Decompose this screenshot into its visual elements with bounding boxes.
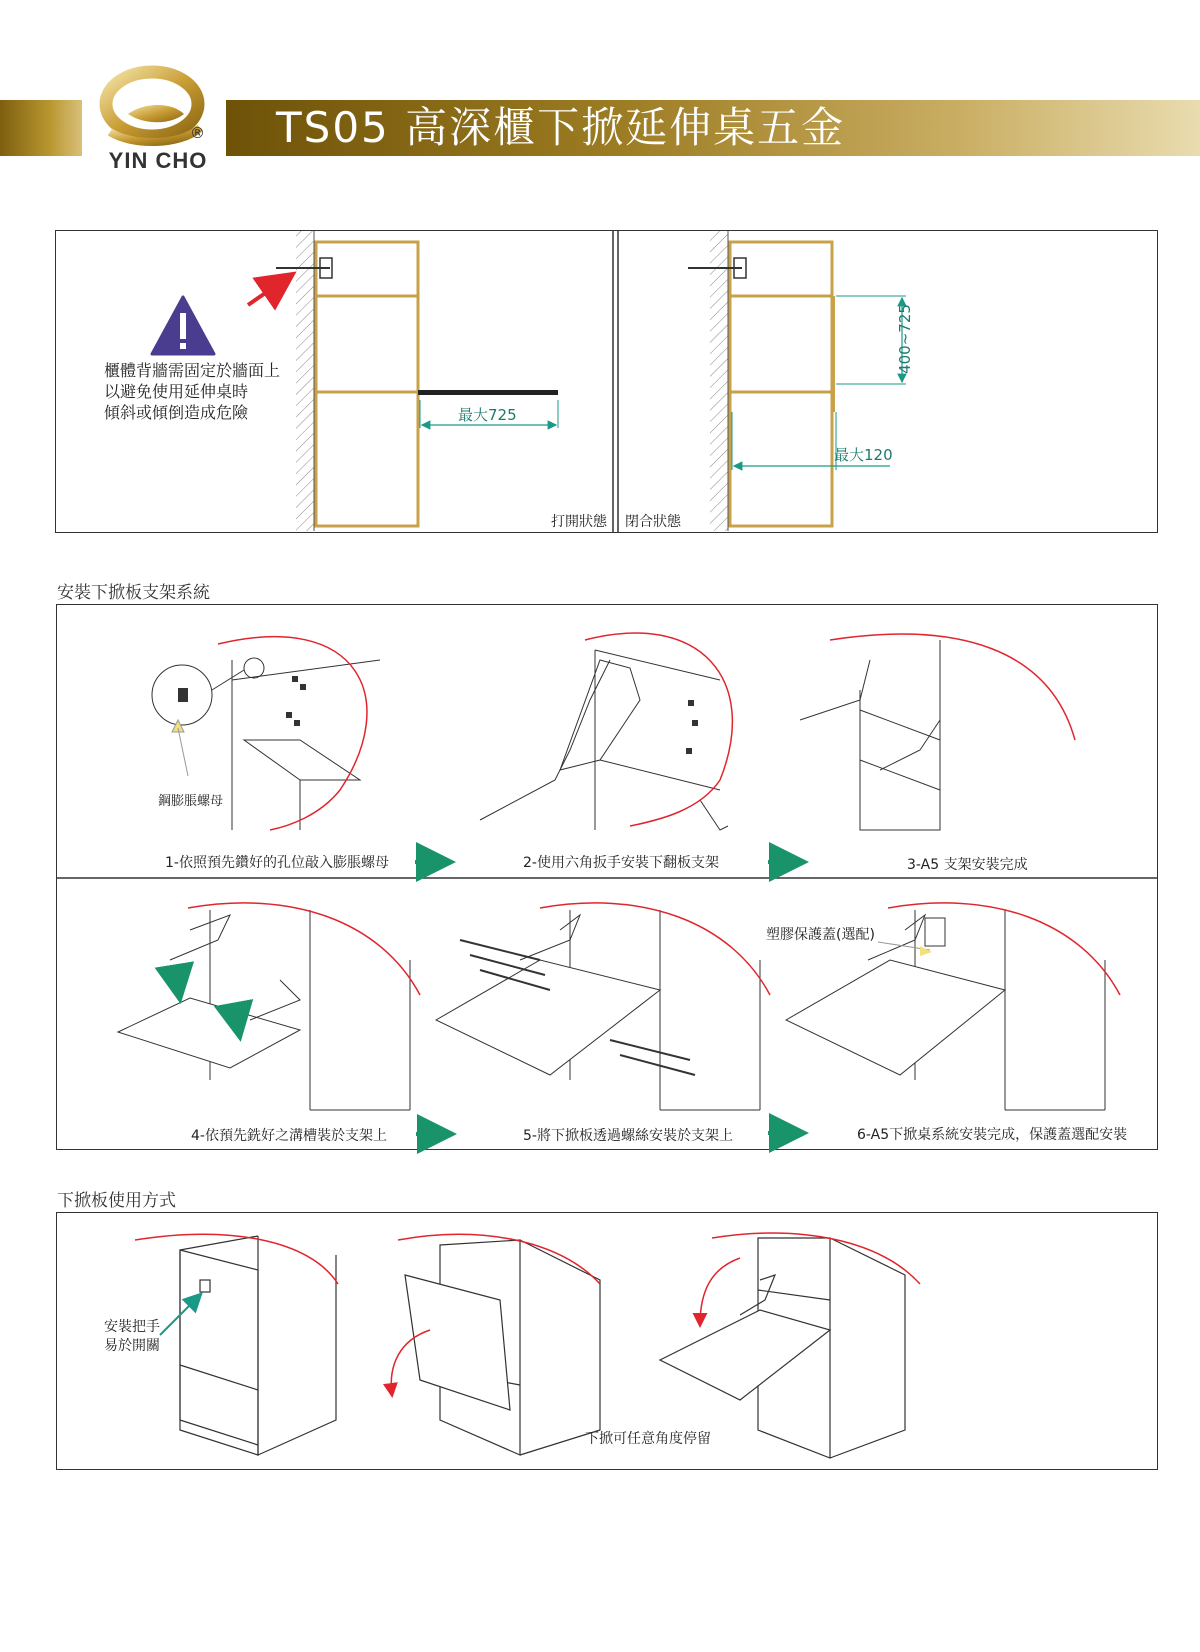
nut-label: 鋼膨脹螺母 (158, 794, 224, 809)
install-step-3: 3-A5 支架安裝完成 (907, 857, 1028, 873)
protective-cover-label: 塑膠保護蓋(選配) (766, 927, 875, 943)
install-panel (56, 604, 1158, 1150)
header-band-left (0, 100, 82, 156)
warning-text: 櫃體背牆需固定於牆面上 以避免使用延伸桌時 傾斜或傾倒造成危險 (104, 361, 281, 422)
stop-angle-label: 下掀可任意角度停留 (585, 1431, 711, 1447)
state-open-label: 打開狀態 (551, 514, 607, 530)
page-title: TS05 高深櫃下掀延伸桌五金 (276, 103, 846, 152)
install-section-title: 安裝下掀板支架系統 (57, 583, 210, 603)
dimension-max-725: 最大725 (458, 406, 517, 424)
install-step-1: 1-依照預先鑽好的孔位敲入膨脹螺母 (165, 855, 389, 871)
install-step-4: 4-依預先銑好之溝槽裝於支架上 (191, 1128, 387, 1144)
registered-mark: ® (190, 124, 205, 142)
install-step-6: 6-A5下掀桌系統安裝完成，保護蓋選配安裝 (857, 1127, 1128, 1143)
install-step-5: 5-將下掀板透過螺絲安裝於支架上 (523, 1128, 733, 1144)
usage-section-title: 下掀板使用方式 (57, 1191, 176, 1211)
dimension-max-120: 最大120 (834, 446, 893, 464)
dimension-400-725: 400~725 (895, 304, 914, 374)
state-closed-label: 閉合狀態 (625, 514, 681, 530)
install-step-2: 2-使用六角扳手安裝下翻板支架 (523, 855, 719, 871)
handle-label: 安裝把手 易於開關 (104, 1319, 160, 1354)
brand-name: YIN CHO (108, 148, 208, 173)
